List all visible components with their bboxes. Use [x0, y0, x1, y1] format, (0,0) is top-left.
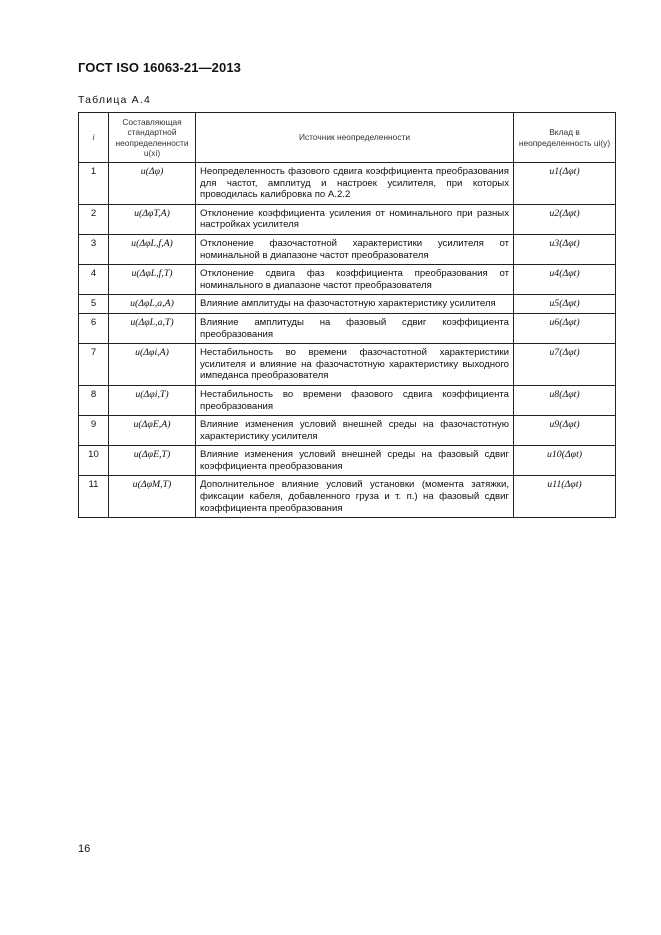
table-row — [79, 163, 616, 205]
row-index: 7 — [79, 344, 109, 386]
table-row — [79, 344, 616, 386]
row-contribution: u8(Δφt) — [514, 385, 616, 415]
row-contribution: u7(Δφt) — [514, 344, 616, 386]
row-contribution: u10(Δφt) — [514, 446, 616, 476]
table-row — [79, 234, 616, 264]
col-header-component: Составляющая стандартной неопределенности u(xi) — [109, 113, 196, 163]
row-component: u(ΔφL,a,T) — [109, 313, 196, 343]
row-source: Влияние амплитуды на фазочастотную характеристику усилителя — [196, 295, 514, 314]
row-component: u(ΔφL,a,A) — [109, 295, 196, 314]
row-contribution: u4(Δφt) — [514, 265, 616, 295]
row-index: 6 — [79, 313, 109, 343]
row-component: u(ΔφE,T) — [109, 446, 196, 476]
table-row — [79, 204, 616, 234]
row-index: 1 — [79, 163, 109, 205]
col-header-source: Источник неопределенности — [196, 113, 514, 163]
row-index: 5 — [79, 295, 109, 314]
row-source: Нестабильность во времени фазочастотной характеристики усилителя и влияние на фазочастотную характеристику выходного импеданса преобразователя — [196, 344, 514, 386]
row-component: u(ΔφL,f,T) — [109, 265, 196, 295]
page-number: 16 — [78, 843, 91, 855]
row-index: 9 — [79, 416, 109, 446]
row-component: u(ΔφM,T) — [109, 476, 196, 518]
row-component: u(Δφ) — [109, 163, 196, 205]
row-source: Отклонение сдвига фаз коэффициента преобразования от номинального в диапазоне частот преобразователя — [196, 265, 514, 295]
row-index: 11 — [79, 476, 109, 518]
row-source: Влияние амплитуды на фазовый сдвиг коэффициента преобразования — [196, 313, 514, 343]
row-component: u(ΔφT,A) — [109, 204, 196, 234]
row-contribution: u1(Δφt) — [514, 163, 616, 205]
table-row — [79, 416, 616, 446]
row-contribution: u6(Δφt) — [514, 313, 616, 343]
row-source: Влияние изменения условий внешней среды на фазовый сдвиг коэффициента преобразования — [196, 446, 514, 476]
row-source: Отклонение коэффициента усиления от номинального при разных настройках усилителя — [196, 204, 514, 234]
row-index: 10 — [79, 446, 109, 476]
row-source: Неопределенность фазового сдвига коэффициента преобразования для частот, амплитуд и настроек усилителя, при которых проводилась калибровка по А.2.2 — [196, 163, 514, 205]
table-row — [79, 295, 616, 314]
row-contribution: u2(Δφt) — [514, 204, 616, 234]
row-component: u(Δφi,T) — [109, 385, 196, 415]
row-source: Отклонение фазочастотной характеристики усилителя от номинальной в диапазоне частот преобразователя — [196, 234, 514, 264]
table-header-row — [79, 113, 616, 163]
row-source: Дополнительное влияние условий установки (момента затяжки, фиксации кабеля, добавленного груза и т. п.) на фазовый сдвиг коэффициента преобразования — [196, 476, 514, 518]
row-component: u(ΔφL,f,A) — [109, 234, 196, 264]
row-source: Влияние изменения условий внешней среды на фазочастотную характеристику усилителя — [196, 416, 514, 446]
uncertainty-table — [78, 112, 616, 518]
row-index: 2 — [79, 204, 109, 234]
row-component: u(ΔφE,A) — [109, 416, 196, 446]
row-contribution: u11(Δφt) — [514, 476, 616, 518]
document-header: ГОСТ ISO 16063-21—2013 — [78, 60, 241, 75]
table-row — [79, 476, 616, 518]
row-contribution: u5(Δφt) — [514, 295, 616, 314]
row-component: u(Δφi,A) — [109, 344, 196, 386]
row-index: 8 — [79, 385, 109, 415]
table-row — [79, 446, 616, 476]
row-index: 4 — [79, 265, 109, 295]
row-source: Нестабильность во времени фазового сдвига коэффициента преобразования — [196, 385, 514, 415]
table-row — [79, 265, 616, 295]
table-row — [79, 313, 616, 343]
row-contribution: u3(Δφt) — [514, 234, 616, 264]
row-contribution: u9(Δφt) — [514, 416, 616, 446]
table-caption: Таблица А.4 — [78, 94, 152, 106]
col-header-i: i — [79, 113, 109, 163]
col-header-contribution: Вклад в неопределенность ui(y) — [514, 113, 616, 163]
row-index: 3 — [79, 234, 109, 264]
table-row — [79, 385, 616, 415]
